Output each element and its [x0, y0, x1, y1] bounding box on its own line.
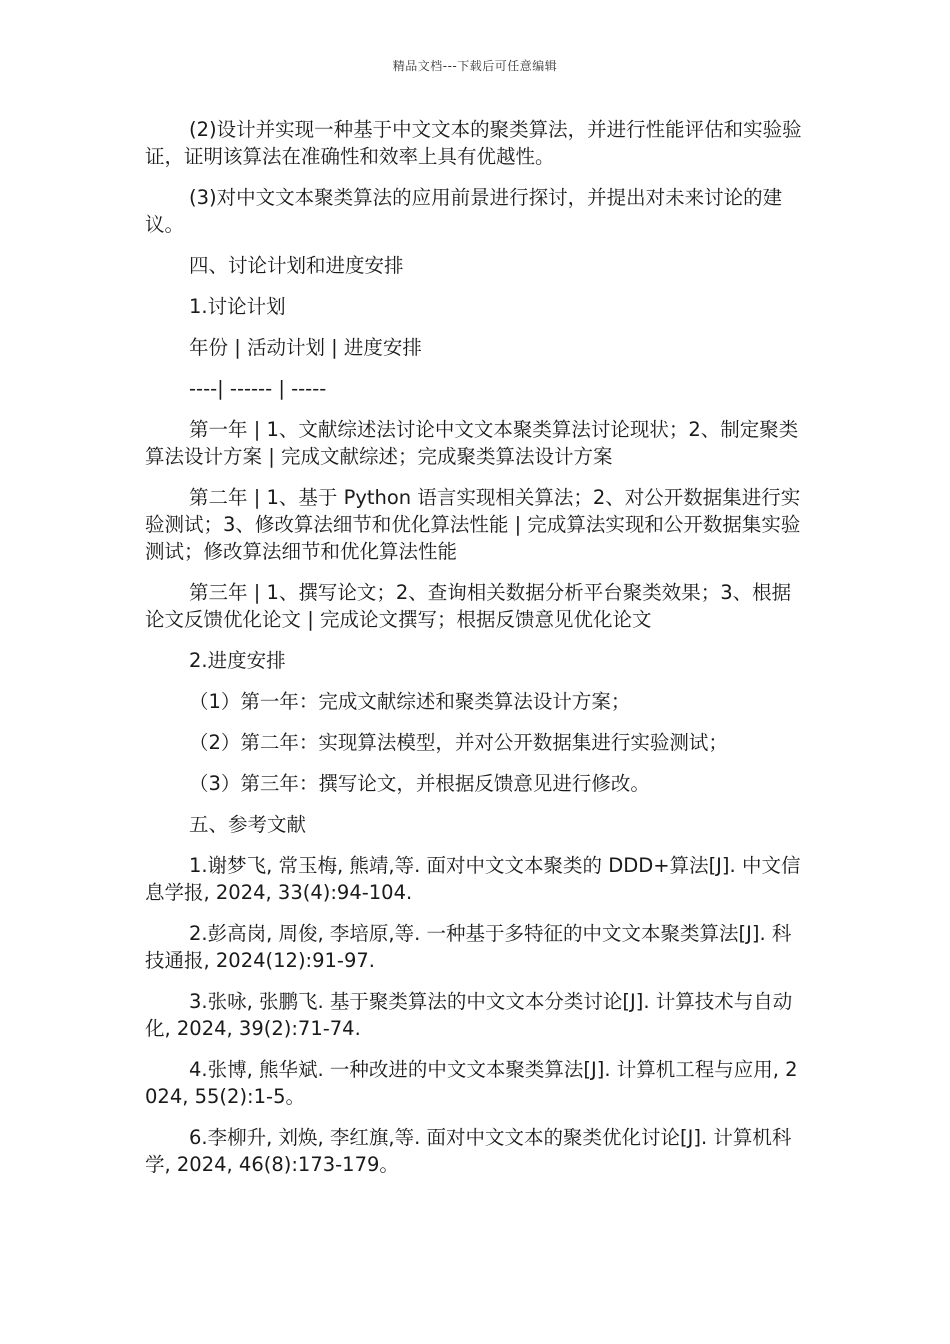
section-heading-references: 五、参考文献: [189, 813, 307, 836]
objective-paragraph-3: (3)对中文文本聚类算法的应用前景进行探讨，并提出对未来讨论的建议。: [145, 186, 783, 236]
document-body: [145, 116, 805, 1192]
plan-table-header: 年份 | 活动计划 | 进度安排: [189, 336, 422, 359]
page-header: 精品文档---下载后可任意编辑: [392, 59, 558, 73]
objective-paragraph-2: (2)设计并实现一种基于中文文本的聚类算法，并进行性能评估和实验验证，证明该算法在准确性和效率上具有优越性。: [145, 118, 802, 168]
schedule-item-3: （3）第三年：撰写论文，并根据反馈意见进行修改。: [189, 772, 650, 795]
subheading-plan: 1.讨论计划: [189, 295, 286, 318]
subheading-schedule: 2.进度安排: [189, 649, 286, 672]
section-heading-plan: 四、讨论计划和进度安排: [189, 254, 404, 277]
plan-table-separator: ----| ------ | -----: [189, 377, 327, 400]
plan-row-year-2: 第二年 | 1、基于 Python 语言实现相关算法；2、对公开数据集进行实验测试；3、修改算法细节和优化算法性能 | 完成算法实现和公开数据集实验测试；修改算法细节和优化算法性能: [145, 486, 801, 563]
reference-1: 1.谢梦飞, 常玉梅, 熊靖,等. 面对中文文本聚类的 DDD+算法[J]. 中文信息学报, 2024, 33(4):94-104.: [145, 854, 801, 904]
schedule-item-1: （1）第一年：完成文献综述和聚类算法设计方案；: [189, 690, 631, 713]
reference-6: 6.李柳升, 刘焕, 李红旗,等. 面对中文文本的聚类优化讨论[J]. 计算机科学, 2024, 46(8):173-179。: [145, 1126, 792, 1176]
reference-4: 4.张博, 熊华斌. 一种改进的中文文本聚类算法[J]. 计算机工程与应用, 2024, 55(2):1-5。: [145, 1058, 798, 1108]
schedule-item-2: （2）第二年：实现算法模型，并对公开数据集进行实验测试；: [189, 731, 728, 754]
plan-row-year-3: 第三年 | 1、撰写论文；2、查询相关数据分析平台聚类效果；3、根据论文反馈优化论文 | 完成论文撰写；根据反馈意见优化论文: [145, 581, 792, 631]
reference-2: 2.彭高岗, 周俊, 李培原,等. 一种基于多特征的中文文本聚类算法[J]. 科技通报, 2024(12):91-97.: [145, 922, 792, 972]
reference-3: 3.张咏, 张鹏飞. 基于聚类算法的中文文本分类讨论[J]. 计算技术与自动化, 2024, 39(2):71-74.: [145, 990, 793, 1040]
plan-row-year-1: 第一年 | 1、文献综述法讨论中文文本聚类算法讨论现状；2、制定聚类算法设计方案 | 完成文献综述；完成聚类算法设计方案: [145, 418, 799, 468]
